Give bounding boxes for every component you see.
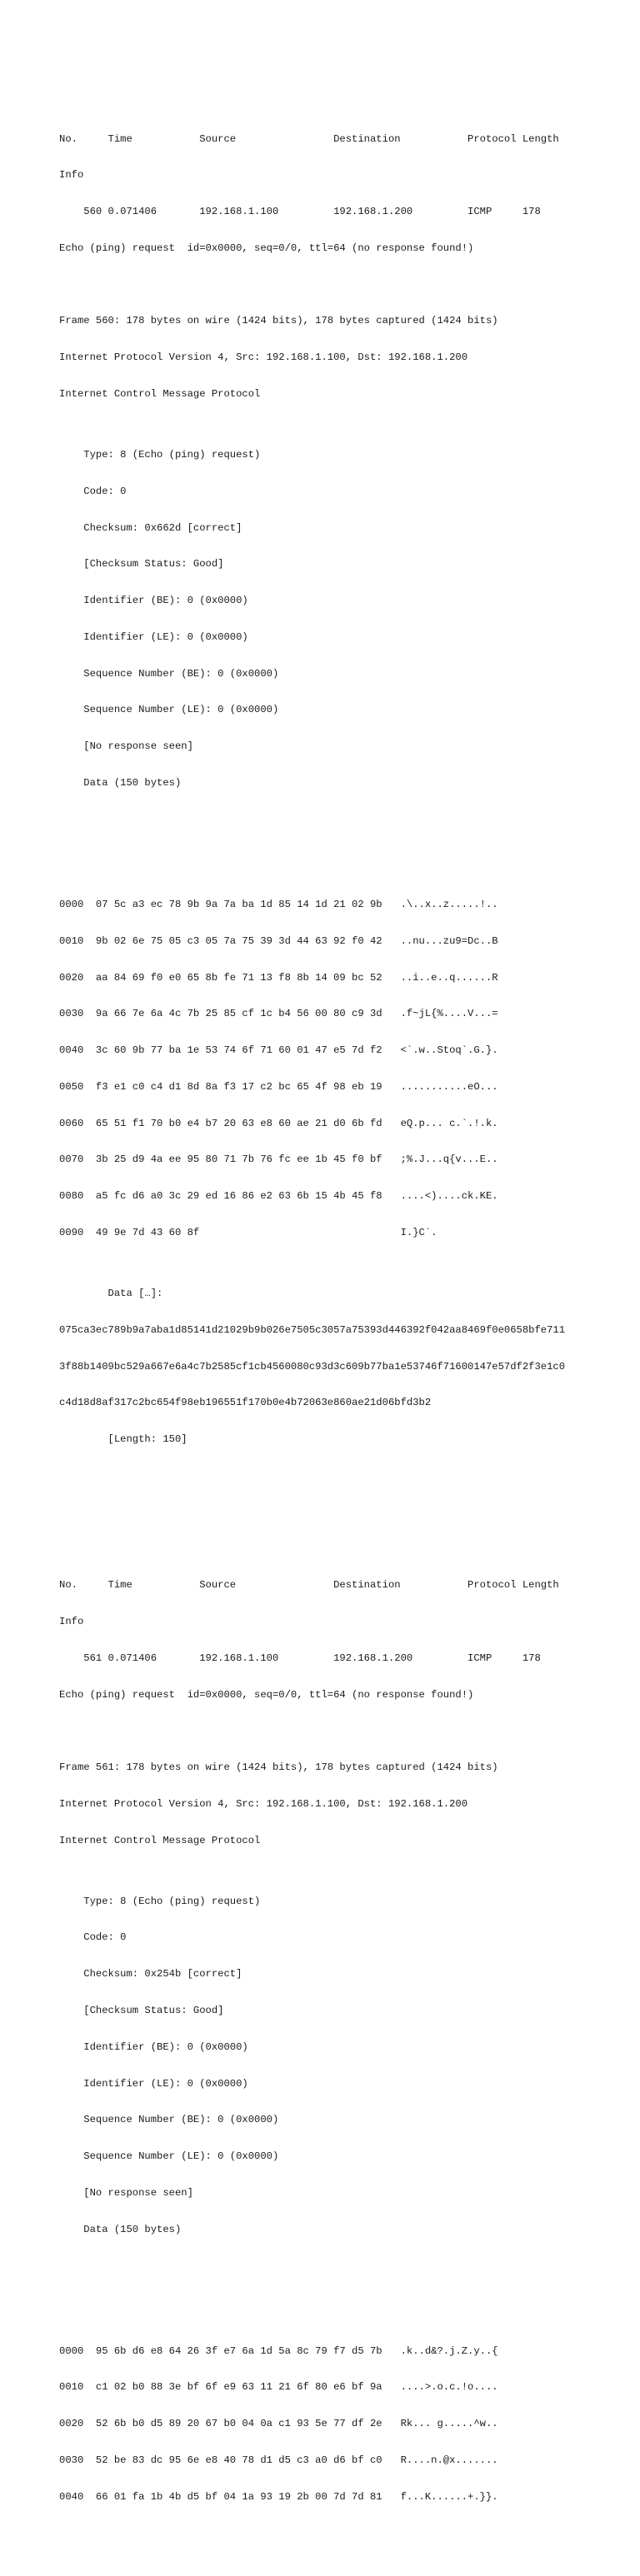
spacer [59, 2285, 634, 2297]
summary-column-header-info: Info [59, 169, 84, 182]
summary-column-header: No. Time Source Destination Protocol Length [59, 1579, 559, 1592]
hex-row: 0010 c1 02 b0 88 3e bf 6f e9 63 11 21 6f 80 e6 bf 9a ....>.o.c.!o.... [59, 2381, 498, 2394]
hex-row: 0080 a5 fc d6 a0 3c 29 ed 16 86 e2 63 6b 15 4b 45 f8 ....<)....ck.KE. [59, 1190, 498, 1203]
frame-line: Frame 561: 178 bytes on wire (1424 bits), 178 bytes captured (1424 bits) [59, 1761, 498, 1774]
data-hex-line: c4d18d8af317c2bc654f98eb196551f170b0e4b72063e860ae21d06bfd3b2 [59, 1397, 432, 1409]
summary-column-header-info: Info [59, 1616, 84, 1627]
hex-row: 0020 52 6b b0 d5 89 20 67 b0 04 0a c1 93 5e 77 df 2e Rk... g.....^w.. [59, 2418, 498, 2430]
summary-column-header: No. Time Source Destination Protocol Length [59, 132, 559, 145]
data-hex-line: 3f88b1409bc529a667e6a4c7b2585cf1cb4560080c93d3c609b77ba1e53746f71600147e57df2f3e1c0 [59, 1360, 566, 1373]
spacer [59, 838, 634, 850]
spacer [59, 1725, 634, 1737]
icmp-field: [Checksum Status: Good] [59, 558, 224, 571]
hex-row: 0030 9a 66 7e 6a 4c 7b 25 85 cf 1c b4 56 00 80 c9 3d .f~jL{%....V...= [59, 1008, 498, 1020]
hex-row: 0020 aa 84 69 f0 e0 65 8b fe 71 13 f8 8b 14 09 bc 52 ..i..e..q......R [59, 971, 498, 984]
hex-row: 0040 66 01 fa 1b 4b d5 bf 04 1a 93 19 2b 00 7d 7d 81 f...K......+.}}. [59, 2490, 498, 2503]
hex-row: 0010 9b 02 6e 75 05 c3 05 7a 75 39 3d 44 63 92 f0 42 ..nu...zu9=Dc..B [59, 934, 498, 947]
icmp-field: Sequence Number (BE): 0 (0x0000) [59, 2114, 279, 2126]
hex-row: 0000 07 5c a3 ec 78 9b 9a 7a ba 1d 85 14 1d 21 02 9b .\..x..z.....!.. [59, 898, 498, 910]
icmp-field: Identifier (BE): 0 (0x0000) [59, 2040, 248, 2053]
spacer [59, 279, 634, 291]
ip-line: Internet Protocol Version 4, Src: 192.168.1.100, Dst: 192.168.1.200 [59, 1797, 468, 1810]
icmp-fields [59, 1871, 634, 2260]
icmp-fields [59, 425, 634, 814]
icmp-field: Checksum: 0x662d [correct] [59, 521, 242, 534]
icmp-field: Identifier (BE): 0 (0x0000) [59, 595, 248, 607]
icmp-field: Sequence Number (LE): 0 (0x0000) [59, 2150, 279, 2163]
frame-line: Frame 560: 178 bytes on wire (1424 bits), 178 bytes captured (1424 bits) [59, 315, 498, 327]
icmp-field: Type: 8 (Echo (ping) request) [59, 449, 261, 461]
spacer [59, 1470, 634, 1482]
icmp-field: [Checksum Status: Good] [59, 2005, 224, 2016]
icmp-line: Internet Control Message Protocol [59, 1834, 261, 1846]
summary-info: Echo (ping) request id=0x0000, seq=0/0, ttl=64 (no response found!) [59, 242, 474, 254]
data-hex-line: 075ca3ec789b9a7aba1d85141d21029b9b026e7505c3057a75393d446392f042aa8469f0e0658bfe711 [59, 1323, 566, 1336]
summary-row: 560 0.071406 192.168.1.100 192.168.1.200 ICMP 178 [59, 206, 541, 218]
icmp-field: Identifier (LE): 0 (0x0000) [59, 2077, 248, 2090]
packet-561 [59, 1555, 634, 2552]
data-length: [Length: 150] [59, 1433, 188, 1446]
hex-dump [59, 874, 634, 1263]
data-label: Data […]: [59, 1287, 163, 1299]
icmp-field: Checksum: 0x254b [correct] [59, 1968, 242, 1981]
icmp-field: Data (150 bytes) [59, 2223, 182, 2235]
icmp-line: Internet Control Message Protocol [59, 388, 261, 401]
hex-row: 0030 52 be 83 dc 95 6e e8 40 78 d1 d5 c3 a0 d6 bf c0 R....n.@x....... [59, 2454, 498, 2466]
hex-row: 0060 65 51 f1 70 b0 e4 b7 20 63 e8 60 ae 21 d0 6b fd eQ.p... c.`.!.k. [59, 1117, 498, 1129]
icmp-field: Sequence Number (LE): 0 (0x0000) [59, 704, 279, 716]
ip-line: Internet Protocol Version 4, Src: 192.168.1.100, Dst: 192.168.1.200 [59, 351, 468, 364]
hex-dump [59, 2320, 634, 2527]
packet-dump-document [59, 60, 634, 2576]
packet-560 [59, 108, 634, 1506]
icmp-field: [No response seen] [59, 2186, 193, 2199]
hex-row: 0040 3c 60 9b 77 ba 1e 53 74 6f 71 60 01 47 e5 7d f2 <`.w..Stoq`.G.}. [59, 1044, 498, 1057]
icmp-field: Code: 0 [59, 485, 127, 497]
hex-row: 0070 3b 25 d9 4a ee 95 80 71 7b 76 fc ee 1b 45 f0 bf ;%.J...q{v...E.. [59, 1153, 498, 1166]
summary-row: 561 0.071406 192.168.1.100 192.168.1.200 ICMP 178 [59, 1652, 541, 1664]
icmp-field: Data (150 bytes) [59, 777, 182, 790]
icmp-field: Identifier (LE): 0 (0x0000) [59, 630, 248, 643]
icmp-field: Code: 0 [59, 1931, 127, 1944]
hex-row: 0050 f3 e1 c0 c4 d1 8d 8a f3 17 c2 bc 65 4f 98 eb 19 ...........eO... [59, 1080, 498, 1093]
summary-info: Echo (ping) request id=0x0000, seq=0/0, ttl=64 (no response found!) [59, 1688, 474, 1701]
icmp-field: Sequence Number (BE): 0 (0x0000) [59, 667, 279, 680]
hex-row: 0090 49 9e 7d 43 60 8f I.}C`. [59, 1227, 438, 1238]
icmp-field: [No response seen] [59, 740, 193, 753]
hex-row: 0000 95 6b d6 e8 64 26 3f e7 6a 1d 5a 8c 79 f7 d5 7b .k..d&?.j.Z.y..{ [59, 2344, 498, 2357]
icmp-field: Type: 8 (Echo (ping) request) [59, 1895, 261, 1907]
